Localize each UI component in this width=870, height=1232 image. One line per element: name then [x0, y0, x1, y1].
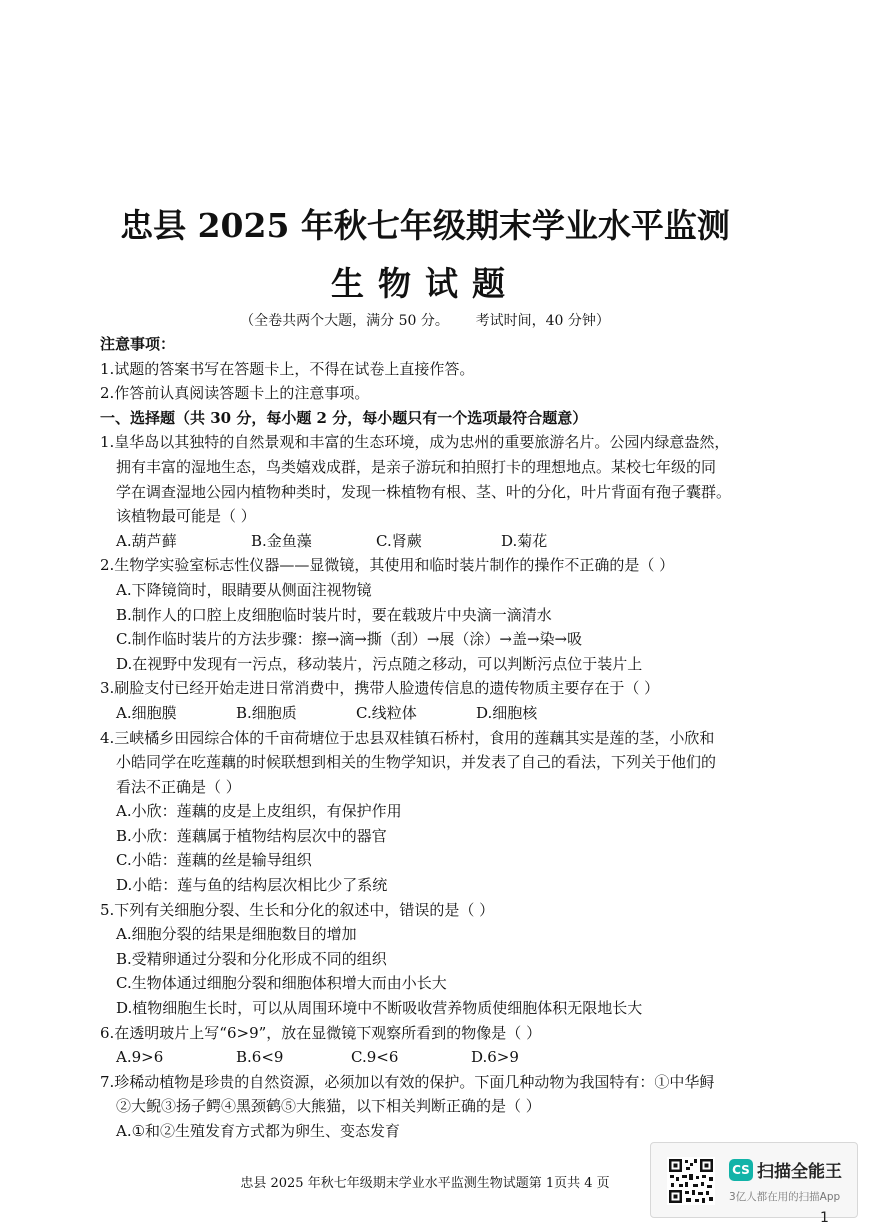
exam-body [100, 332, 780, 1144]
question-4-line: 4.三峡橘乡田园综合体的千亩荷塘位于忠县双桂镇石桥村，食用的莲藕其实是莲的茎，小欣和 [100, 728, 715, 747]
question-4-line: 小皓同学在吃莲藕的时候联想到相关的生物学知识，并发表了自己的看法，下列关于他们的 [116, 753, 717, 772]
question-3-options [100, 701, 780, 726]
page-footer: 忠县 2025 年秋七年级期末学业水平监测生物试题第 1页共 4 页 [240, 1176, 610, 1191]
option-b: B.6<9 [236, 1048, 284, 1067]
option-c: C.9<6 [351, 1048, 399, 1067]
option-c: C.小皓：莲藕的丝是输导组织 [116, 851, 312, 870]
option-d: D.菊花 [501, 531, 548, 550]
question-6-options [100, 1045, 780, 1070]
option-c: C.生物体通过细胞分裂和细胞体积增大而由小长大 [116, 974, 447, 993]
question-7-line: ②大鲵③扬子鳄④黑颈鹤⑤大熊猫，以下相关判断正确的是（ ） [116, 1097, 541, 1116]
option-a: A.下降镜筒时，眼睛要从侧面注视物镜 [116, 580, 372, 599]
option-c: C.制作临时装片的方法步骤：擦→滴→撕（刮）→展（涂）→盖→染→吸 [116, 630, 583, 649]
exam-title: 忠县 2025 年秋七年级期末学业水平监测 [120, 206, 730, 245]
exam-subtitle: 生物试题 [331, 264, 519, 303]
question-1-line: 1.皇华岛以其独特的自然景观和丰富的生态环境，成为忠州的重要旅游名片。公园内绿意盎然， [100, 433, 730, 452]
question-7-line: 7.珍稀动植物是珍贵的自然资源，必须加以有效的保护。下面几种动物为我国特有：①中华鲟 [100, 1072, 715, 1091]
option-d: D.小皓：莲与鱼的结构层次相比少了系统 [116, 876, 388, 895]
notes-item: 1.试题的答案书写在答题卡上，不得在试卷上直接作答。 [100, 359, 475, 378]
option-d: D.在视野中发现有一污点，移动装片，污点随之移动，可以判断污点位于装片上 [116, 654, 643, 673]
option-d: D.6>9 [471, 1048, 519, 1067]
option-c: C.线粒体 [356, 703, 417, 722]
section-heading: 一、选择题（共 30 分，每小题 2 分，每小题只有一个选项最符合题意） [100, 408, 588, 427]
qr-code-icon [667, 1157, 715, 1205]
question-5-stem: 5.下列有关细胞分裂、生长和分化的叙述中，错误的是（ ） [100, 900, 495, 919]
scanner-brand-name: 扫描全能王 [757, 1162, 842, 1182]
notes-item: 2.作答前认真阅读答题卡上的注意事项。 [100, 384, 370, 403]
question-3-stem: 3.刷脸支付已经开始走进日常消费中，携带人脸遗传信息的遗传物质主要存在于（ ） [100, 679, 660, 698]
scanner-tagline: 3亿人都在用的扫描App [729, 1191, 841, 1203]
option-b: B.金鱼藻 [251, 531, 312, 550]
question-1-line: 该植物最可能是（ ） [116, 507, 256, 526]
option-a: A.9>6 [116, 1048, 164, 1067]
question-1-line: 拥有丰富的湿地生态，鸟类嬉戏成群，是亲子游玩和拍照打卡的理想地点。某校七年级的同 [116, 457, 717, 476]
option-a: A.①和②生殖发育方式都为卵生、变态发育 [116, 1122, 401, 1140]
camscanner-logo-icon: CS [729, 1159, 753, 1181]
option-b: B.制作人的口腔上皮细胞临时装片时，要在载玻片中央滴一滴清水 [116, 605, 552, 624]
scanner-watermark-badge [650, 1142, 858, 1218]
question-6-stem: 6.在透明玻片上写“6>9”，放在显微镜下观察所看到的物像是（ ） [100, 1023, 542, 1042]
page-number: 1 [820, 1210, 829, 1226]
option-a: A.葫芦藓 [116, 531, 177, 550]
option-c: C.肾蕨 [376, 531, 422, 550]
question-4-line: 看法不正确是（ ） [116, 777, 241, 796]
question-1-line: 学在调查湿地公园内植物种类时，发现一株植物有根、茎、叶的分化，叶片背面有孢子囊群。 [116, 482, 732, 501]
option-b: B.小欣：莲藕属于植物结构层次中的器官 [116, 826, 387, 845]
option-d: D.细胞核 [476, 703, 538, 722]
exam-info: （全卷共两个大题，满分 50 分。 考试时间，40 分钟） [240, 313, 610, 329]
option-a: A.细胞分裂的结果是细胞数目的增加 [116, 925, 357, 944]
option-d: D.植物细胞生长时，可以从周围环境中不断吸收营养物质使细胞体积无限地长大 [116, 999, 643, 1018]
notes-heading: 注意事项： [100, 335, 176, 353]
option-b: B.受精卵通过分裂和分化形成不同的组织 [116, 949, 387, 968]
option-a: A.细胞膜 [116, 703, 177, 722]
option-a: A.小欣：莲藕的皮是上皮组织，有保护作用 [116, 802, 402, 821]
question-2-stem: 2.生物学实验室标志性仪器——显微镜，其使用和临时装片制作的操作不正确的是（ ） [100, 556, 675, 575]
question-1-options [100, 529, 780, 554]
option-b: B.细胞质 [236, 703, 297, 722]
